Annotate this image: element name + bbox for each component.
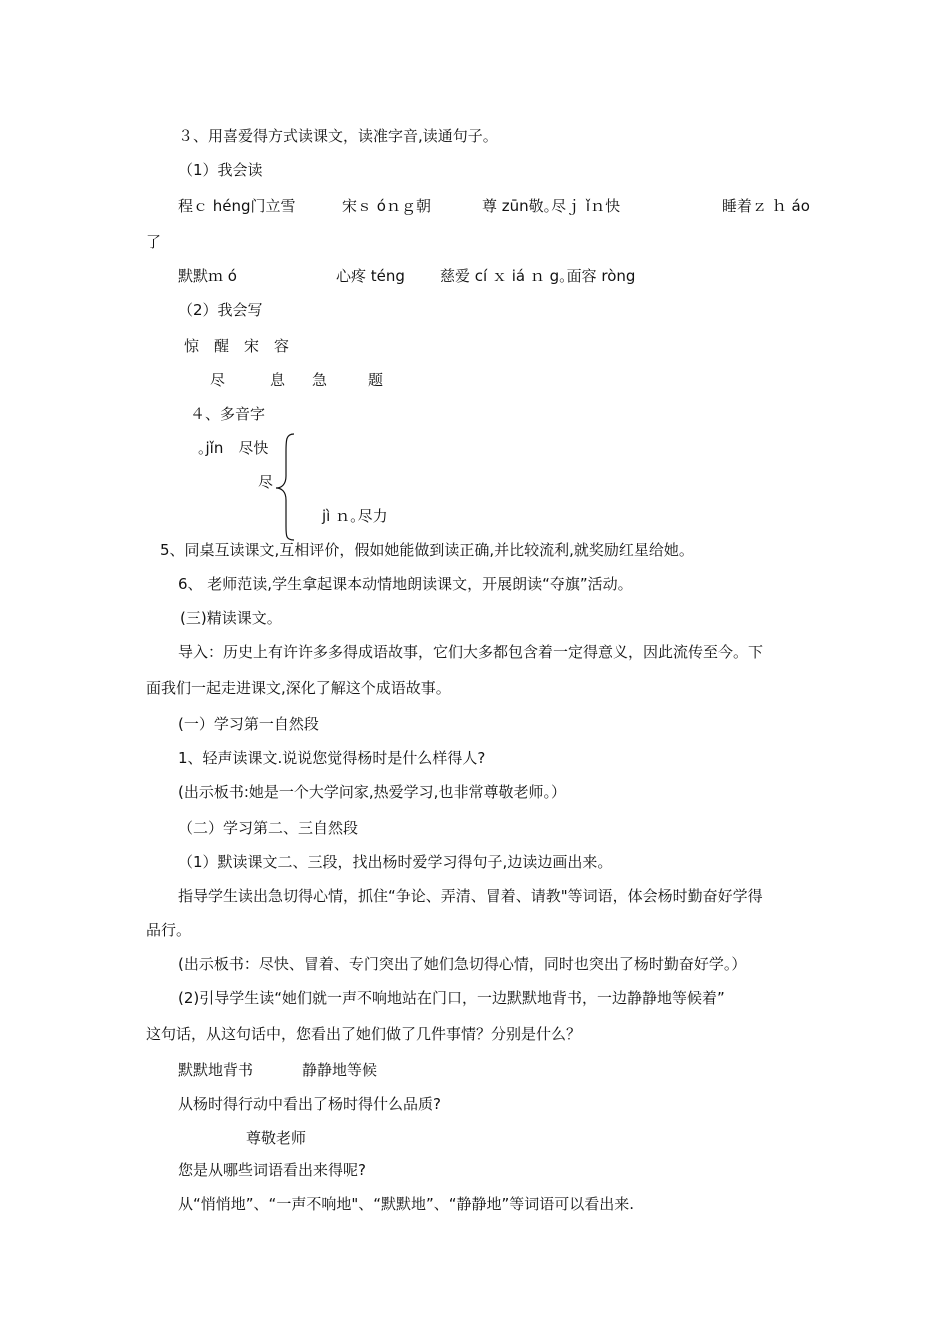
words-question: 您是从哪些词语看出来得呢? <box>178 1161 366 1179</box>
subsection-1-board: (出示板书:她是一个大学问家,热爱学习,也非常尊敬老师。） <box>178 783 566 801</box>
pinyin-item: 心疼 téng <box>336 267 405 285</box>
subsection-2-guide-line1: 指导学生读出急切得心情，抓住“争论、弄清、冒着、请教"等词语，体会杨时勤奋好学得 <box>178 887 763 905</box>
subsection-2-board: (出示板书：尽快、冒着、专门突出了她们急切得心情，同时也突出了杨时勤奋好学。） <box>178 955 747 973</box>
pinyin-item: 程ｃ héng门立雪 <box>178 197 296 215</box>
pinyin-item: 睡着ｚ ｈ áo <box>722 197 810 215</box>
action-item: 静静地等候 <box>302 1061 378 1079</box>
pinyin-item: 慈爱 cí ｘ iá ｎ g｡面容 ròng <box>440 267 636 285</box>
intro-line2: 面我们一起走进课文,深化了解这个成语故事。 <box>146 679 451 697</box>
subsection-2-question-2-line2: 这句话，从这句话中，您看出了她们做了几件事情？分别是什么？ <box>146 1025 582 1043</box>
subsection-1-title: (一）学习第一自然段 <box>178 715 319 733</box>
curly-brace <box>272 432 296 542</box>
subsection-2-question-1: （1）默读课文二、三段，找出杨时爱学习得句子,边读边画出来。 <box>178 853 613 871</box>
paragraph-5: 5、同桌互读课文,互相评价，假如她能做到读正确,并比较流利,就奖励红星给她。 <box>160 541 694 559</box>
polyphone-char: 尽 <box>258 473 274 491</box>
paragraph-6: 6、 老师范读,学生拿起课本动情地朗读课文，开展朗读“夺旗”活动。 <box>178 575 633 593</box>
write-label: （2）我会写 <box>178 301 263 319</box>
pinyin-item: 尊 zūn敬｡尽ｊ ǐｎ快 <box>482 197 621 215</box>
section4-title: ４、多音字 <box>190 405 266 423</box>
write-char: 题 <box>368 371 384 389</box>
words-answer: 从“悄悄地”、“一声不响地"、“默默地”、“静静地”等词语可以看出来. <box>178 1195 635 1213</box>
section3-title: ３、用喜爱得方式读课文，读准字音,读通句子。 <box>178 127 498 145</box>
quality-answer: 尊敬老师 <box>246 1129 307 1147</box>
section-heading: (三)精读课文。 <box>180 609 282 627</box>
intro-line1: 导入：历史上有许许多多得成语故事，它们大多都包含着一定得意义，因此流传至今。下 <box>178 643 764 661</box>
read-label: （1）我会读 <box>178 161 263 179</box>
subsection-1-question: 1、轻声读课文.说说您觉得杨时是什么样得人? <box>178 749 486 767</box>
quality-question: 从杨时得行动中看出了杨时得什么品质? <box>178 1095 441 1113</box>
pinyin-item: 宋ｓ óｎｇ朝 <box>342 197 431 215</box>
subsection-2-title: （二）学习第二、三自然段 <box>178 819 359 837</box>
write-char: 息 <box>270 371 286 389</box>
pinyin-wrap: 了 <box>146 233 162 251</box>
write-chars-row1: 惊 醒 宋 容 <box>184 337 290 355</box>
polyphone-jin4: jì ｎ｡尽力 <box>322 507 388 525</box>
action-item: 默默地背书 <box>178 1061 254 1079</box>
subsection-2-question-2-line1: (2)引导学生读“她们就一声不响地站在门口，一边默默地背书，一边静静地等候着” <box>178 989 725 1007</box>
pinyin-item: 默默ｍ ó <box>178 267 237 285</box>
write-char: 尽 <box>210 371 226 389</box>
subsection-2-guide-line2: 品行。 <box>146 921 192 939</box>
polyphone-jin3: ｡jǐn 尽快 <box>198 439 269 457</box>
write-char: 急 <box>312 371 328 389</box>
